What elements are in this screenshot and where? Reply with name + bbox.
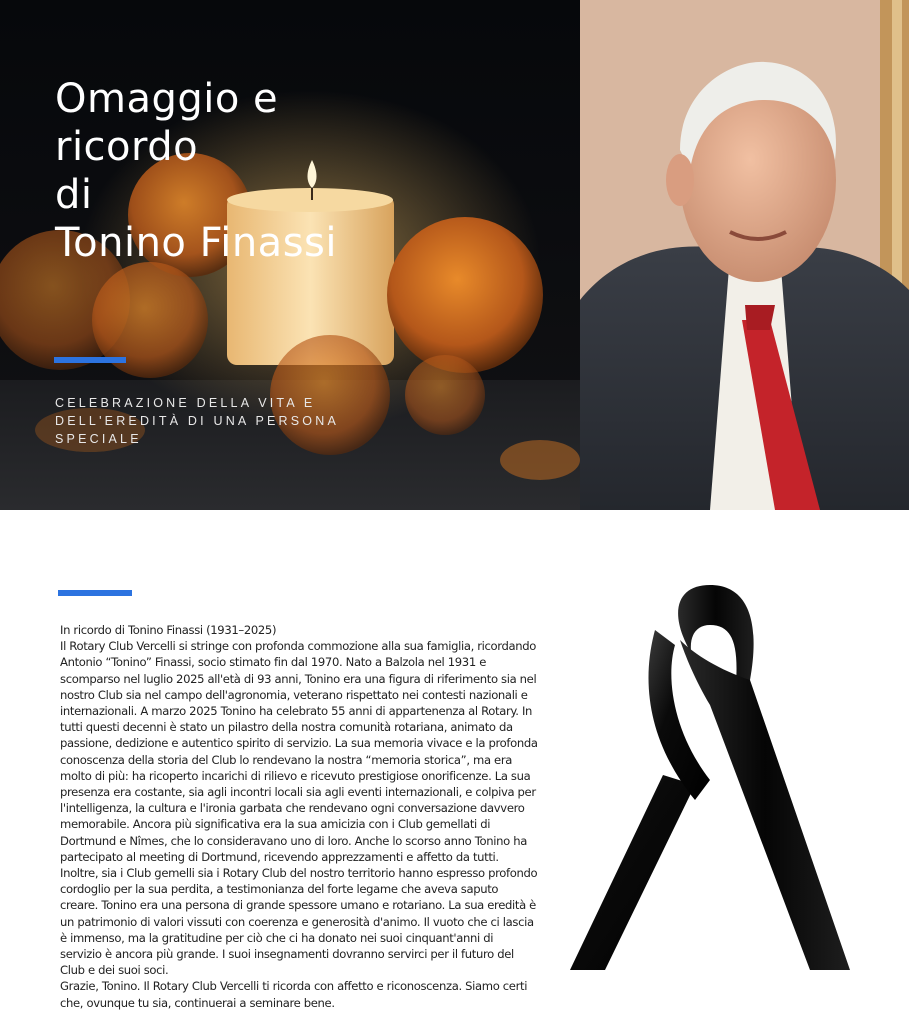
- hero-subtitle: CELEBRAZIONE DELLA VITA E DELL'EREDITÀ DI UNA PERSONA SPECIALE: [55, 396, 339, 446]
- candle-photo: [0, 0, 580, 510]
- title-line: Tonino Finassi: [55, 220, 337, 266]
- title-line: di: [55, 172, 93, 218]
- memorial-text: [60, 622, 538, 1011]
- section-accent-bar: [58, 590, 132, 596]
- article-closing: Grazie, Tonino. Il Rotary Club Vercelli ti ricorda con affetto e riconoscenza. Siamo certi che, ovunque tu sia, continuerai a seminare bene.: [60, 979, 528, 1010]
- page-title: [55, 75, 337, 267]
- mourning-ribbon: [545, 585, 875, 975]
- article-heading: In ricordo di Tonino Finassi (1931–2025): [60, 623, 277, 637]
- portrait-image: [580, 0, 909, 510]
- article-body: Il Rotary Club Vercelli si stringe con profonda commozione alla sua famiglia, ricordando Antonio “Tonino” Finassi, socio stimato fin dal 1970. Nato a Balzola nel 1931 e scomparso nel luglio 2025 all'età di 93 anni, Tonino era una figura di riferimento sia nel nostro Club sia nel campo dell'agronomia, veterano rispettato nei contesti nazionali e internazionali. A marzo 2025 Tonino ha celebrato 55 anni di appartenenza al Rotary. In tutti questi decenni è stato un pilastro della nostra comunità rotariana, animato da passione, dedizione e autentico spirito di servizio. La sua memoria vivace e la profonda conoscenza della storia del Club lo rendevano la nostra “memoria storica”, ma era molto di più: ha ricoperto incarichi di rilievo e ricevuto prestigiose onorificenze. La sua presenza era costante, sia agli incontri locali sia agli eventi internazionali, e colpiva per l'intelligenza, la cultura e l'ironia garbata che rendevano ogni conversazione davvero memorabile. Ancora più significativa era la sua amicizia con i Club gemellati di Dortmund e Nîmes, che lo consideravano uno di loro. Anche lo scorso anno Tonino ha partecipato al meeting di Dortmund, ricevendo apprezzamenti e affetto da tutti. Inoltre, sia i Club gemelli sia i Rotary Club del nostro territorio hanno espresso profondo cordoglio per la sua perdita, a testimonianza del forte legame che aveva saputo creare. Tonino era una persona di grande spessore umano e rotariano. La sua eredità è un patrimonio di valori vissuti con coerenza e generosità d'animo. Il vuoto che ci lascia è immenso, ma la gratitudine per ciò che ci ha donato nei suoi cinquant'anni di servizio è ancora più grande. I suoi insegnamenti dovranno servirci per il futuro del Club e dei suoi soci.: [60, 639, 538, 978]
- accent-bar: [54, 357, 126, 363]
- title-line: ricordo: [55, 124, 199, 170]
- black-ribbon-icon: [545, 585, 875, 975]
- hero-banner: [0, 0, 909, 510]
- title-line: Omaggio e: [55, 76, 279, 122]
- portrait-photo: [580, 0, 909, 510]
